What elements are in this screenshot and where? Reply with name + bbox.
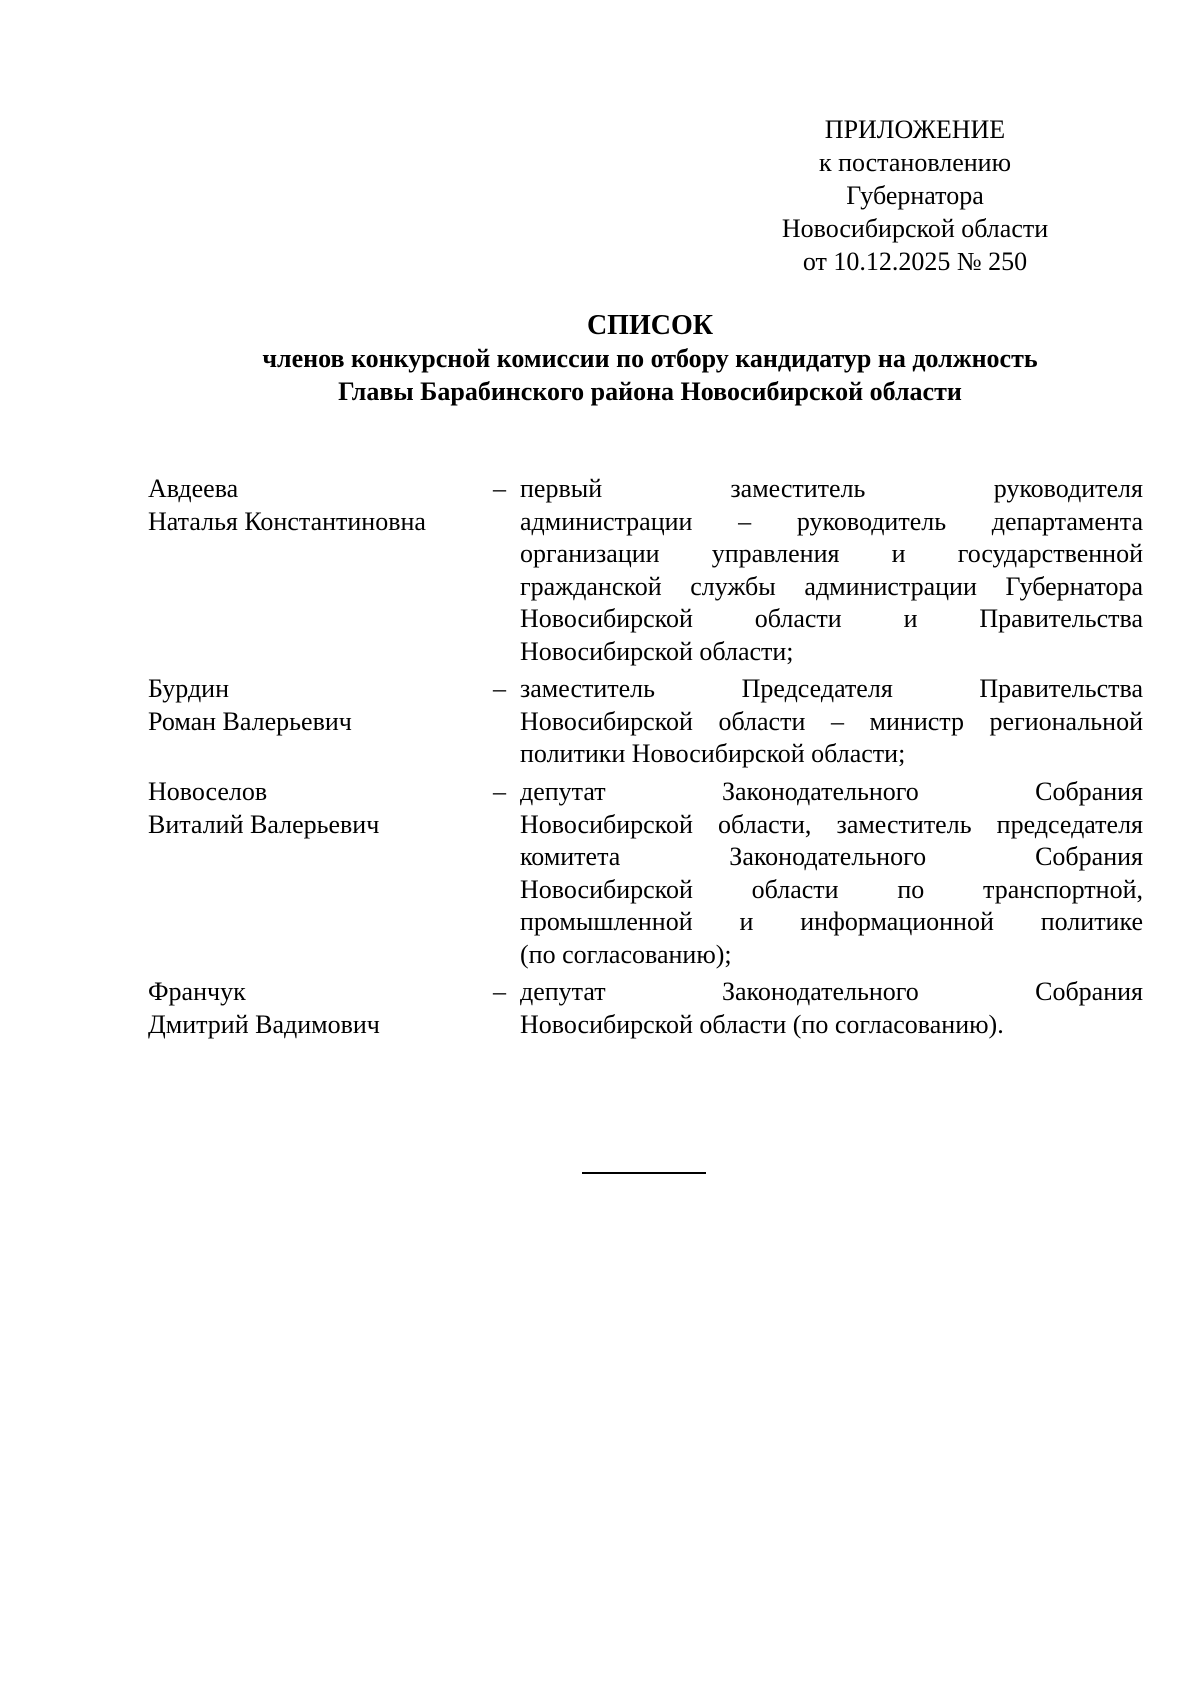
member-role <box>520 976 1143 1041</box>
member-dash: – <box>493 977 506 1006</box>
member-entry <box>148 776 1143 971</box>
member-role <box>520 473 1143 668</box>
member-name <box>148 976 488 1041</box>
member-surname: Франчук <box>148 977 246 1006</box>
appendix-date-number: от 10.12.2025 № 250 <box>802 247 1028 276</box>
member-role-line: Новосибирской области и Правительства <box>520 604 1143 633</box>
member-surname: Авдеева <box>148 474 239 503</box>
document-title <box>100 309 1200 408</box>
title-main: СПИСОК <box>586 310 714 341</box>
member-given-name: Виталий Валерьевич <box>148 809 380 839</box>
member-role-line: политики Новосибирской области; <box>520 739 906 768</box>
member-role-line: (по согласованию); <box>520 939 732 969</box>
member-role-line: промышленной и информационной политике <box>520 907 1143 936</box>
member-dash: – <box>493 674 506 703</box>
title-subtitle-line2: Главы Барабинского района Новосибирской области <box>338 377 962 406</box>
member-role-line: организации управления и государственной <box>520 539 1143 568</box>
member-name <box>148 473 488 668</box>
member-role-line: гражданской службы администрации Губернатора <box>520 571 1143 601</box>
member-entry <box>148 976 1143 1041</box>
member-given-name: Роман Валерьевич <box>148 706 352 736</box>
member-name <box>148 776 488 971</box>
member-role-line: Новосибирской области; <box>520 636 794 666</box>
member-role <box>520 673 1143 771</box>
end-divider <box>582 1172 706 1174</box>
appendix-region: Новосибирской области <box>781 214 1049 243</box>
member-dash: – <box>493 474 506 503</box>
member-role-line: депутат Законодательного Собрания <box>520 977 1143 1006</box>
title-subtitle-line1: членов конкурсной комиссии по отбору кандидатур на должность <box>262 344 1038 373</box>
member-role-line: комитета Законодательного Собрания <box>520 842 1143 871</box>
member-given-name: Наталья Константиновна <box>148 506 426 536</box>
member-surname: Бурдин <box>148 674 229 703</box>
member-role-line: администрации – руководитель департамента <box>520 506 1143 536</box>
member-role-line: заместитель Председателя Правительства <box>520 674 1143 703</box>
appendix-resolution-ref: к постановлению Губернатора <box>818 148 1012 210</box>
appendix-label: ПРИЛОЖЕНИЕ <box>824 115 1006 144</box>
member-entry <box>148 673 1143 771</box>
member-role <box>520 776 1143 971</box>
member-role-line: Новосибирской области по транспортной, <box>520 874 1143 904</box>
member-role-line: Новосибирской области (по согласованию). <box>520 1009 1004 1039</box>
member-dash: – <box>493 777 506 806</box>
member-role-line: Новосибирской области, заместитель председателя <box>520 809 1143 839</box>
member-given-name: Дмитрий Вадимович <box>148 1009 380 1039</box>
member-entry <box>148 473 1143 668</box>
member-role-line: Новосибирской области – министр региональной <box>520 706 1143 736</box>
member-role-line: депутат Законодательного Собрания <box>520 777 1143 806</box>
appendix-header <box>750 113 1080 278</box>
member-role-line: первый заместитель руководителя <box>520 474 1143 503</box>
member-name <box>148 673 488 771</box>
member-surname: Новоселов <box>148 777 268 806</box>
members-list <box>148 473 1143 1046</box>
